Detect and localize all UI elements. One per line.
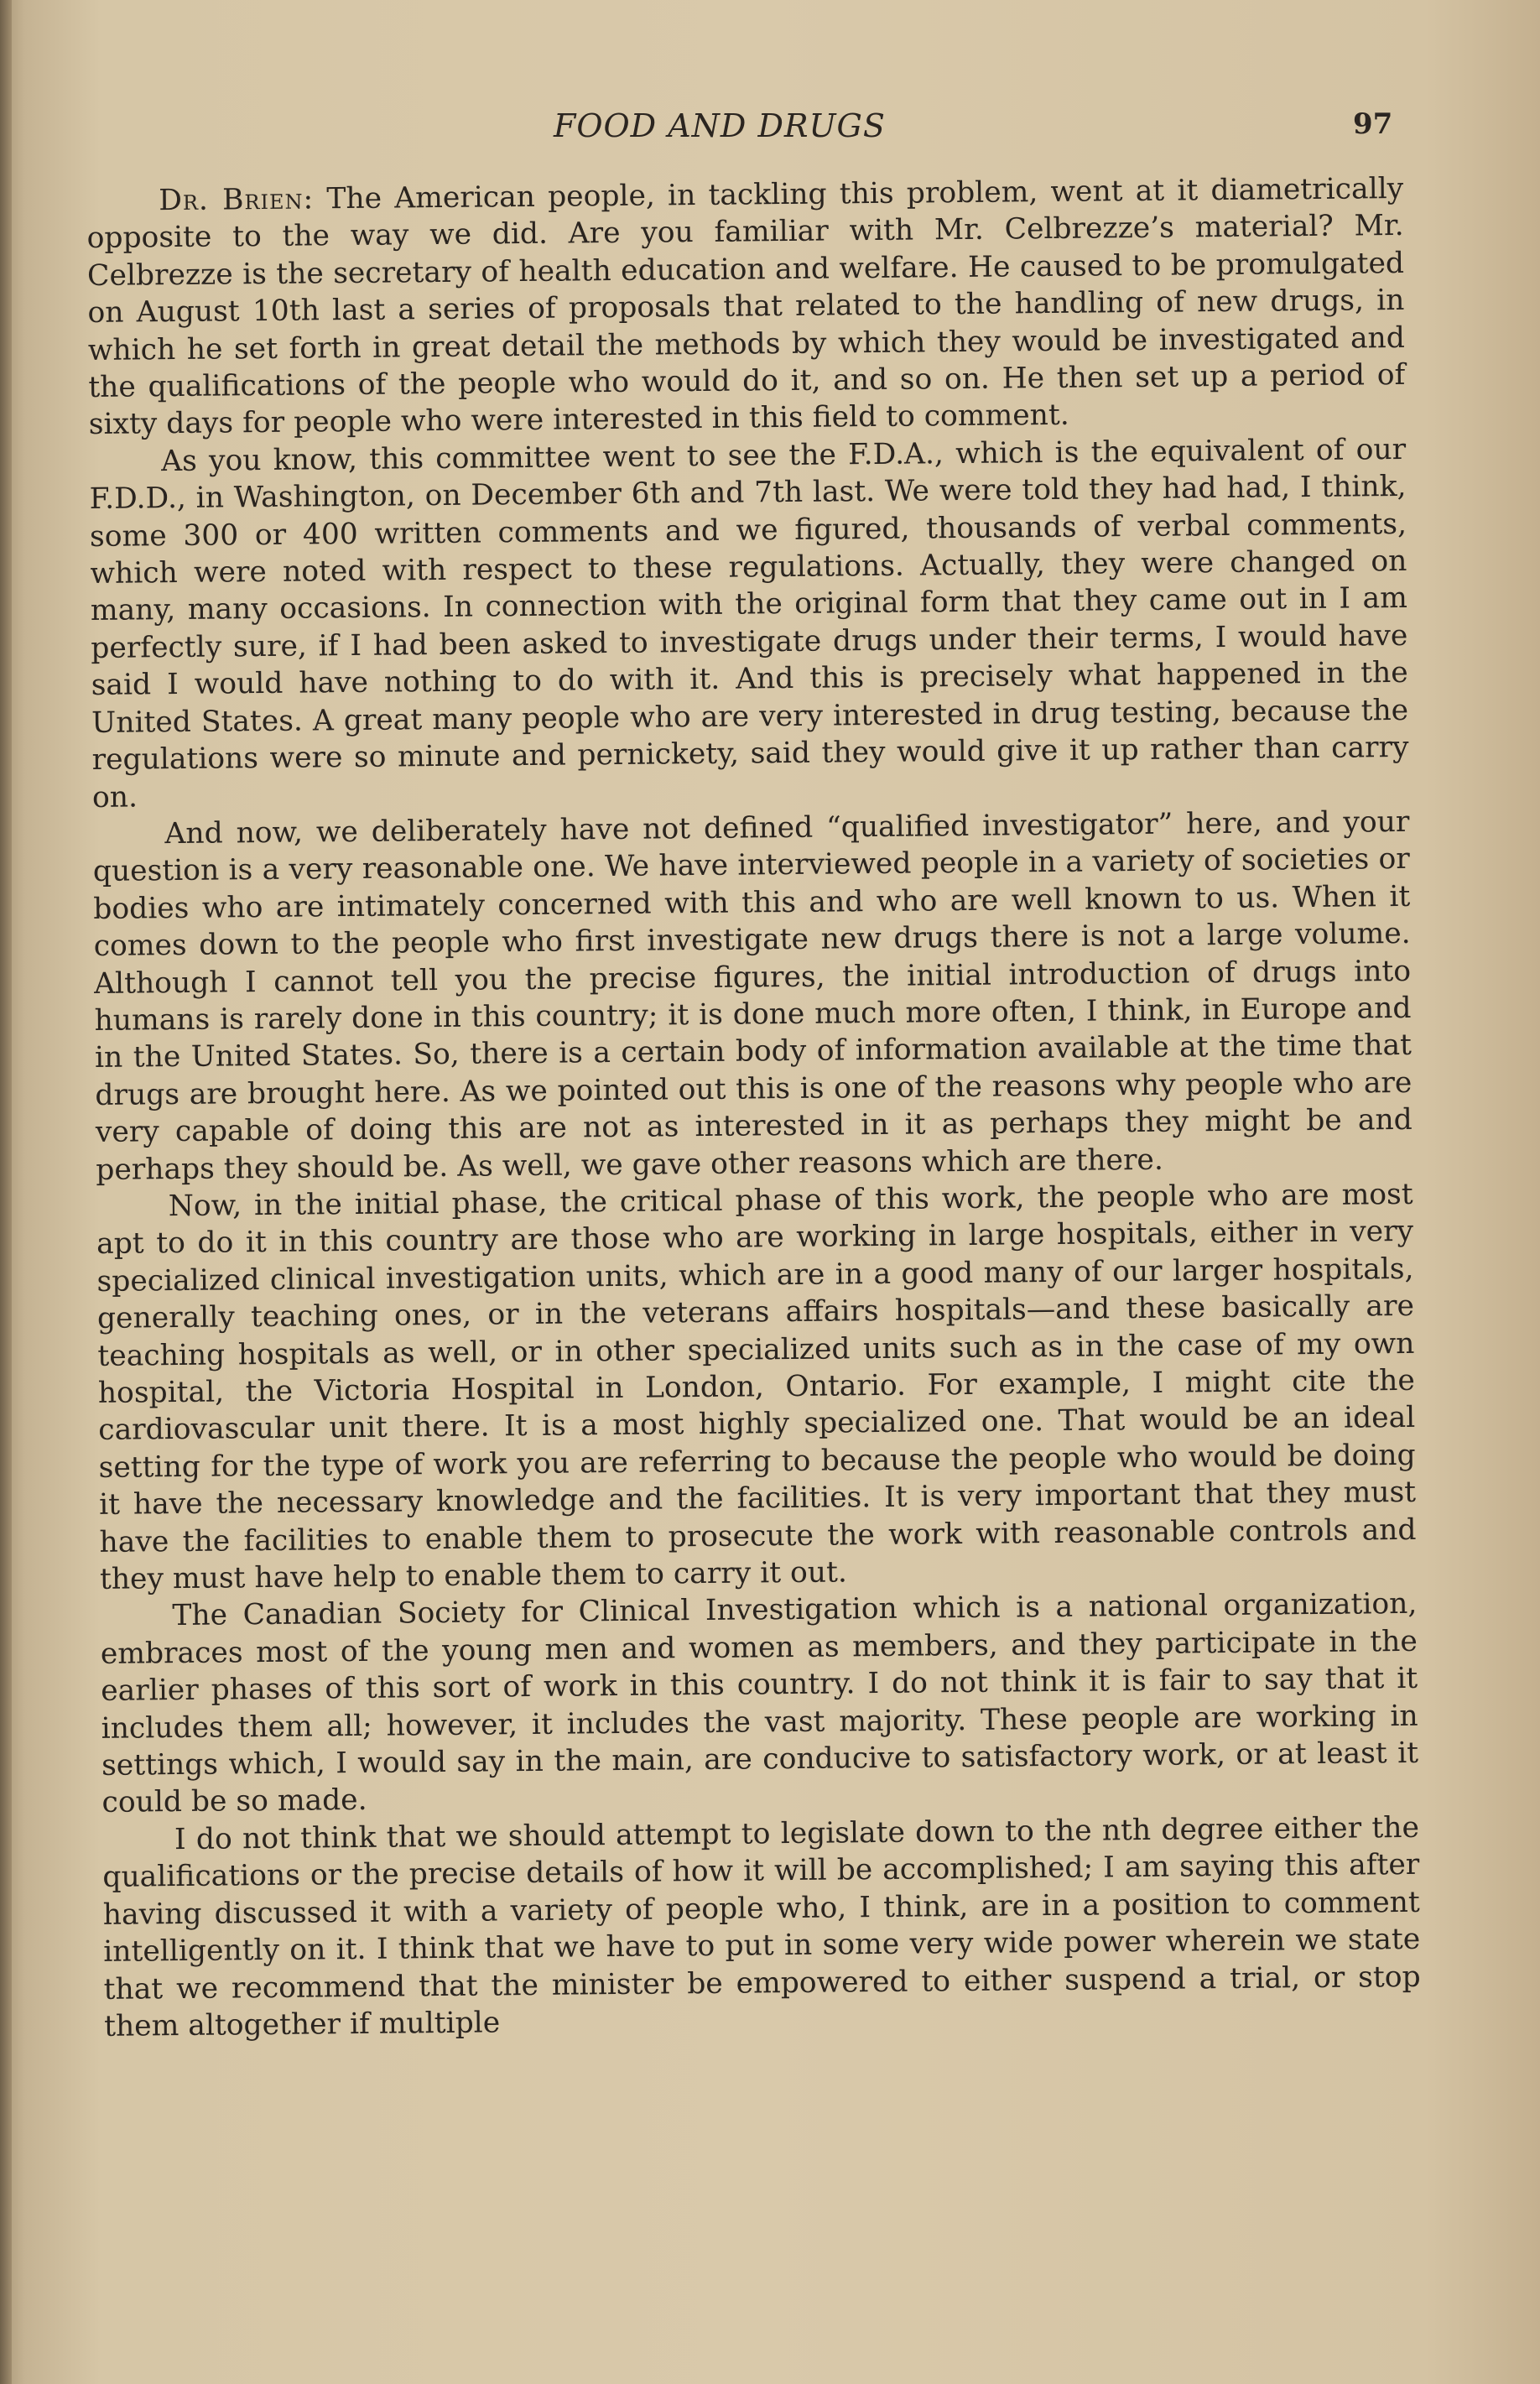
paragraph-3: And now, we deliberately have not defined “qualified investigator” here, and your question is a very reasonable one. We have interviewed people in a variety of societies or bodies who are intimately concerned with this and who are well known to us. When it comes down to the people who first investigate new drugs there is not a large volume. Although I cannot tell you the precise figures, the initial introduction of drugs into humans is rarely done in this country; it is done much more often, I think, in Europe and in the United States. So, there is a certain body of information available at the time that drugs are brought here. As we pointed out this is one of the reasons why people who are very capable of doing this are not as interested in it as perhaps they might be and perhaps they should be. As well, we gave other reasons which are there.: [92, 804, 1413, 1187]
paragraph-1: [86, 170, 1406, 444]
paragraph-1-text: The American people, in tackling this problem, went at it diametrically opposite to the way we did. Are you familiar with Mr. Celbrezze’s material? Mr. Celbrezze is the secretary of health education and welfare. He caused to be promulgated on August 10th last a series of proposals that related to the handling of new drugs, in which he set forth in great detail the methods by which they would be investigated and the qualifications of the people who would do it, and so on. He then set up a period of sixty days for people who were interested in this field to comment.: [86, 171, 1406, 442]
paragraph-4: Now, in the initial phase, the critical phase of this work, the people who are most apt to do it in this country are those who are working in large hospitals, either in very specialized clinical investigation units, which are in a good many of our larger hospitals, generally teaching ones, or in the veterans affairs hospitals—and these basically are teaching hospitals as well, or in other specialized units such as in the case of my own hospital, the Victoria Hospital in London, Ontario. For example, I might cite the cardiovascular unit there. It is a most highly specialized one. That would be an ideal setting for the type of work you are referring to because the people who would be doing it have the necessary knowledge and the facilities. It is very important that they must have the facilities to enable them to prosecute the work with reasonable controls and they must have help to enable them to carry it out.: [96, 1177, 1417, 1596]
page-number: 97: [1353, 107, 1393, 141]
page-header: [0, 107, 1540, 158]
body-text: [86, 170, 1421, 2045]
speaker-name: Dr. Brien:: [159, 182, 315, 218]
running-head: FOOD AND DRUGS: [554, 107, 886, 144]
paragraph-2: As you know, this committee went to see the F.D.A., which is the equivalent of our F.D.D., in Washington, on December 6th and 7th last. We were told they had had, I think, some 300 or 400 written comments and we figured, thousands of verbal comments, which were noted with respect to these regulations. Actually, they were changed on many, many occasions. In connection with the original form that they came out in I am perfectly sure, if I had been asked to investigate drugs under their terms, I would have said I would have nothing to do with it. And this is precisely what happened in the United States. A great many people who are very interested in drug testing, because the regulations were so minute and pernickety, said they would give it up rather than carry on.: [89, 432, 1409, 815]
paragraph-5: The Canadian Society for Clinical Investigation which is a national organization, embraces most of the young men and women as members, and they participate in the earlier phases of this sort of work in this country. I do not think it is fair to say that it includes them all; however, it includes the vast majority. These people are working in settings which, I would say in the main, are conducive to satisfactory work, or at least it could be so made.: [100, 1587, 1419, 1820]
paragraph-6: I do not think that we should attempt to legislate down to the nth degree either the qualifications or the precise details of how it will be accomplished; I am saying this after having discussed it with a variety of people who, I think, are in a position to comment intelligently on it. I think that we have to put in some very wide power wherein we state that we recommend that the minister be empowered to either suspend a trial, or stop them altogether if multiple: [102, 1810, 1421, 2043]
